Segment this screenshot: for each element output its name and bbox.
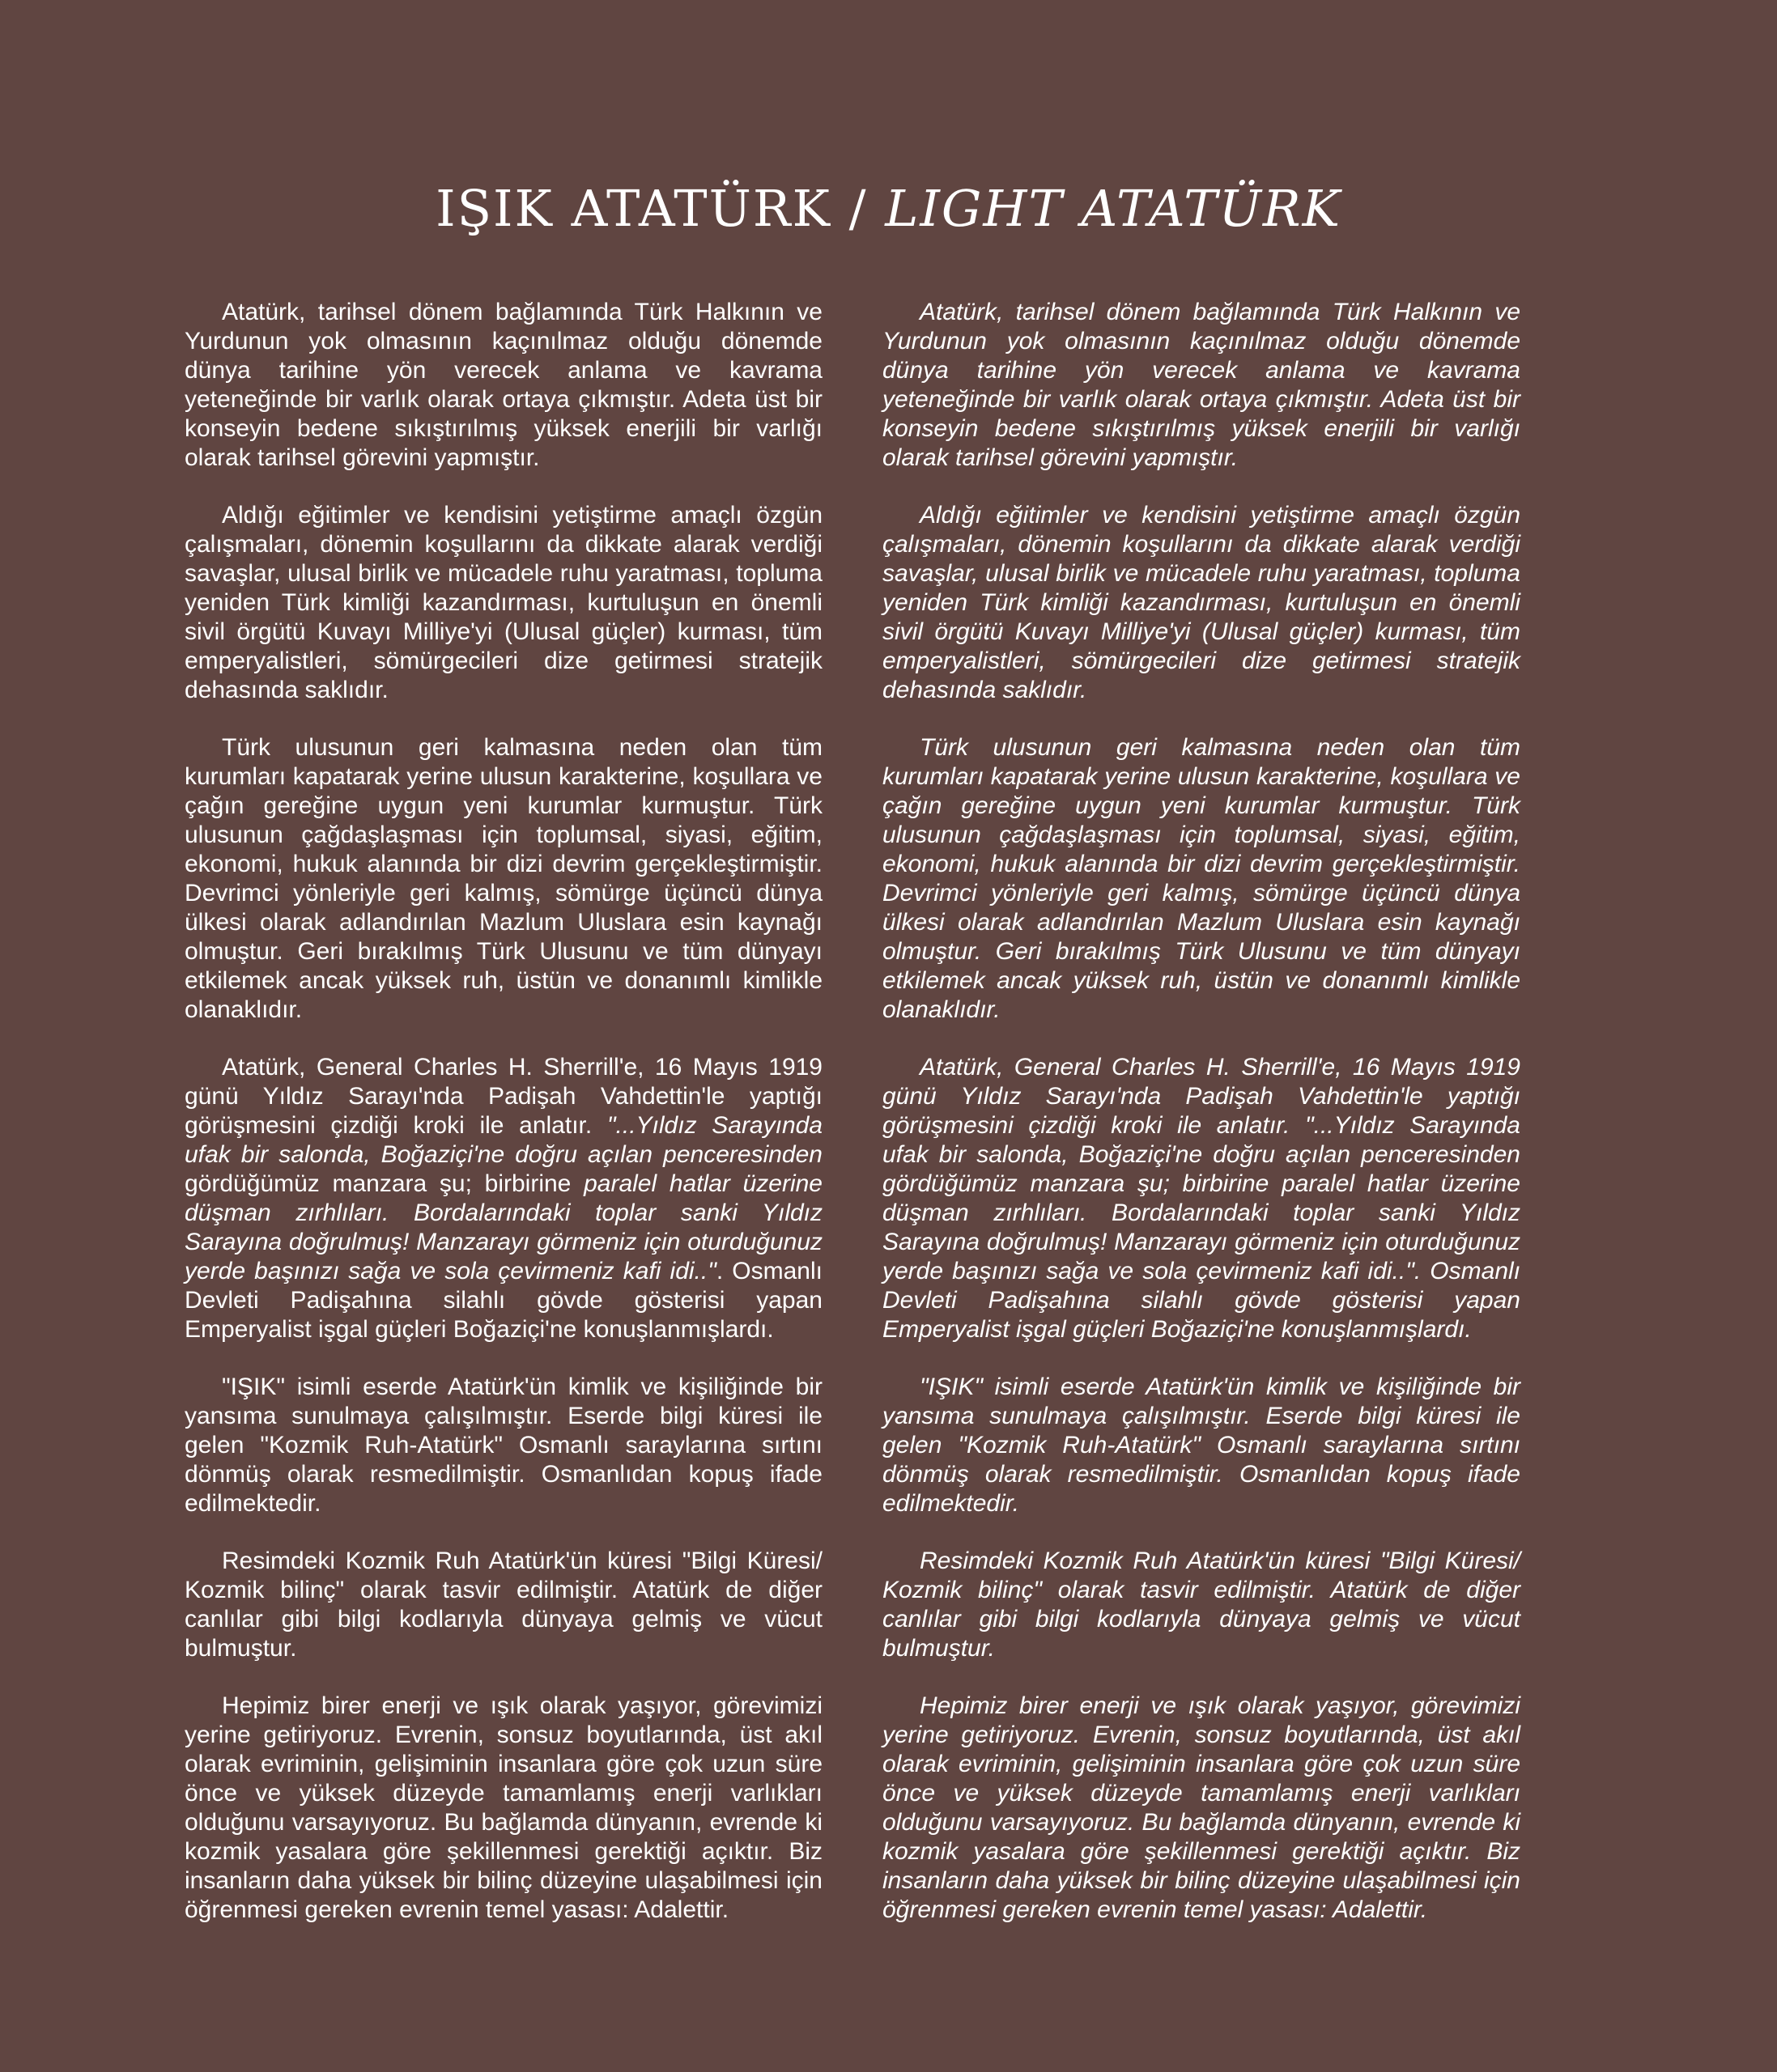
left-paragraph-7: Hepimiz birer enerji ve ışık olarak yaşıyor, görevimizi yerine getiriyoruz. Evrenin, sonsuz boyutlarında, üst akıl olarak evriminin, gelişiminin insanlara göre çok uzun süre önce ve yüksek düzeyde tamamlamış enerji varlıkları olduğunu varsayıyoruz. Bu bağlamda dünyanın, evrende ki kozmik yasalara göre şekillenmesi gerektiği açıktır. Biz insanların daha yüksek bir bilinç düzeyine ulaşabilmesi için öğrenmesi gereken evrenin temel yasası: Adalettir. [185,1692,823,1923]
left-paragraph-4-quote-mid: gördüğümüz manzara şu; birbirine [185,1170,585,1197]
left-paragraph-4 [185,1053,823,1344]
right-paragraph-6: Resimdeki Kozmik Ruh Atatürk'ün küresi "Bilgi Küresi/ Kozmik bilinç" olarak tasvir edilmiştir. Atatürk de diğer canlılar gibi bilgi kodlarıyla dünyaya gelmiş ve vücut bulmuştur. [882,1548,1520,1662]
left-paragraph-4-intro: Atatürk, General Charles H. Sherrill'e, 16 Mayıs 1919 günü Yıldız Sarayı'nda Padişah Vahdettin'le yaptığı görüşmesini çizdiği kroki ile anlatır. [185,1054,823,1139]
left-paragraph-1: Atatürk, tarihsel dönem bağlamında Türk Halkının ve Yurdunun yok olmasının kaçınılmaz olduğu dönemde dünya tarihine yön verecek anlama ve kavrama yeteneğinde bir varlık olarak ortaya çıkmıştır. Adeta üst bir konseyin bedene sıkıştırılmış yüksek enerjili bir varlığı olarak tarihsel görevini yapmıştır. [185,299,823,471]
left-paragraph-4-quote-start: "...Yıldız Sarayında ufak bir salonda, Boğaziçi'ne doğru açılan penceresinden [185,1112,823,1168]
right-paragraph-1: Atatürk, tarihsel dönem bağlamında Türk Halkının ve Yurdunun yok olmasının kaçınılmaz olduğu dönemde dünya tarihine yön verecek anlama ve kavrama yeteneğinde bir varlık olarak ortaya çıkmıştır. Adeta üst bir konseyin bedene sıkıştırılmış yüksek enerjili bir varlığı olarak tarihsel görevini yapmıştır. [882,299,1520,471]
right-paragraph-2: Aldığı eğitimler ve kendisini yetiştirme amaçlı özgün çalışmaları, dönemin koşullarını da dikkate alarak verdiği savaşlar, ulusal birlik ve mücadele ruhu yaratması, topluma yeniden Türk kimliği kazandırması, kurtuluşun en önemli sivil örgütü Kuvayı Milliye'yi (Ulusal güçler) kurması, tüm emperyalistleri, sömürgecileri dize getirmesi stratejik dehasında saklıdır. [882,502,1520,703]
title-turkish: IŞIK ATATÜRK [436,179,831,238]
left-paragraph-2: Aldığı eğitimler ve kendisini yetiştirme amaçlı özgün çalışmaları, dönemin koşullarını da dikkate alarak verdiği savaşlar, ulusal birlik ve mücadele ruhu yaratması, topluma yeniden Türk kimliği kazandırması, kurtuluşun en önemli sivil örgütü Kuvayı Milliye'yi (Ulusal güçler) kurması, tüm emperyalistleri, sömürgecileri dize getirmesi stratejik dehasında saklıdır. [185,502,823,703]
left-paragraph-5: "IŞIK" isimli eserde Atatürk'ün kimlik ve kişiliğinde bir yansıma sunulmaya çalışılmıştır. Eserde bilgi küresi ile gelen "Kozmik Ruh-Atatürk" Osmanlı saraylarına sırtını dönmüş olarak resmedilmiştir. Osmanlıdan kopuş ifade edilmektedir. [185,1374,823,1517]
right-paragraph-3: Türk ulusunun geri kalmasına neden olan tüm kurumları kapatarak yerine ulusun karakterine, koşullara ve çağın gereğine uygun yeni kurumlar kurmuştur. Türk ulusunun çağdaşlaşması için toplumsal, siyasi, eğitim, ekonomi, hukuk alanında bir dizi devrim gerçekleştirmiştir. Devrimci yönleriyle geri kalmış, sömürge üçüncü dünya ülkesi olarak adlandırılan Mazlum Uluslara esin kaynağı olmuştur. Geri bırakılmış Türk Ulusunu ve tüm dünyayı etkilemek ancak yüksek ruh, üstün ve donanımlı kimlikle olanaklıdır. [882,734,1520,1023]
title-english: LIGHT ATATÜRK [885,179,1341,238]
left-text-column [185,298,823,1953]
left-paragraph-4-outro: . Osmanlı Devleti Padişahına silahlı gövde gösterisi yapan Emperyalist işgal güçleri Boğaziçi'ne konuşlanmışlardı. [185,1258,823,1343]
left-paragraph-3: Türk ulusunun geri kalmasına neden olan tüm kurumları kapatarak yerine ulusun karakterine, koşullara ve çağın gereğine uygun yeni kurumlar kurmuştur. Türk ulusunun çağdaşlaşması için toplumsal, siyasi, eğitim, ekonomi, hukuk alanında bir dizi devrim gerçekleştirmiştir. Devrimci yönleriyle geri kalmış, sömürge üçüncü dünya ülkesi olarak adlandırılan Mazlum Uluslara esin kaynağı olmuştur. Geri bırakılmış Türk Ulusunu ve tüm dünyayı etkilemek ancak yüksek ruh, üstün ve donanımlı kimlikle olanaklıdır. [185,734,823,1023]
title-separator: / [831,179,886,238]
left-paragraph-6: Resimdeki Kozmik Ruh Atatürk'ün küresi "Bilgi Küresi/ Kozmik bilinç" olarak tasvir edilmiştir. Atatürk de diğer canlılar gibi bilgi kodlarıyla dünyaya gelmiş ve vücut bulmuştur. [185,1548,823,1662]
right-paragraph-5: "IŞIK" isimli eserde Atatürk'ün kimlik ve kişiliğinde bir yansıma sunulmaya çalışılmıştır. Eserde bilgi küresi ile gelen "Kozmik Ruh-Atatürk" Osmanlı saraylarına sırtını dönmüş olarak resmedilmiştir. Osmanlıdan kopuş ifade edilmektedir. [882,1374,1520,1517]
left-paragraph-4-quote-end: paralel hatlar üzerine düşman zırhlıları. Bordalarındaki toplar sanki Yıldız Sarayına doğrulmuş! Manzarayı görmeniz için oturduğunuz yerde başınızı sağa ve sola çevirmeniz kafi idi.." [185,1170,823,1284]
right-paragraph-4: Atatürk, General Charles H. Sherrill'e, 16 Mayıs 1919 günü Yıldız Sarayı'nda Padişah Vahdettin'le yaptığı görüşmesini çizdiği kroki ile anlatır. "...Yıldız Sarayında ufak bir salonda, Boğaziçi'ne doğru açılan penceresinden gördüğümüz manzara şu; birbirine paralel hatlar üzerine düşman zırhlıları. Bordalarındaki toplar sanki Yıldız Sarayına doğrulmuş! Manzarayı görmeniz için oturduğunuz yerde başınızı sağa ve sola çevirmeniz kafi idi..". Osmanlı Devleti Padişahına silahlı gövde gösterisi yapan Emperyalist işgal güçleri Boğaziçi'ne konuşlanmışlardı. [882,1054,1520,1343]
right-text-column [882,298,1520,1953]
page-title [0,176,1777,241]
right-paragraph-7: Hepimiz birer enerji ve ışık olarak yaşıyor, görevimizi yerine getiriyoruz. Evrenin, sonsuz boyutlarında, üst akıl olarak evriminin, gelişiminin insanlara göre çok uzun süre önce ve yüksek düzeyde tamamlamış enerji varlıkları olduğunu varsayıyoruz. Bu bağlamda dünyanın, evrende ki kozmik yasalara göre şekillenmesi gerektiği açıktır. Biz insanların daha yüksek bir bilinç düzeyine ulaşabilmesi için öğrenmesi gereken evrenin temel yasası: Adalettir. [882,1692,1520,1923]
